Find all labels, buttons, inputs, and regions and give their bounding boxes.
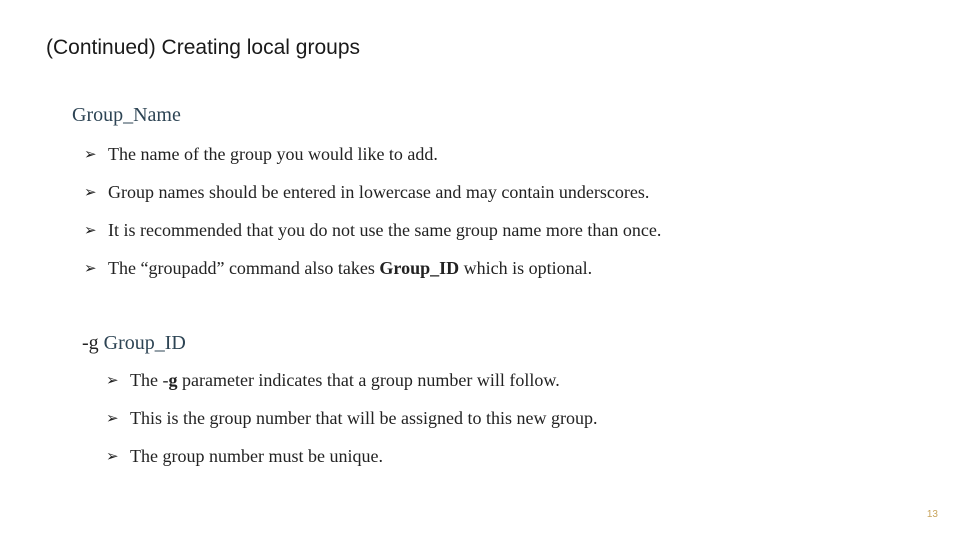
bullet-text-suffix: parameter indicates that a group number will follow. (177, 370, 560, 390)
bullet-text-bold: Group_ID (379, 258, 460, 278)
list-item (106, 370, 597, 408)
bullet-text (108, 258, 592, 279)
list-item (106, 408, 597, 446)
bullet-text-suffix: which is optional. (459, 258, 593, 278)
bullet-text: This is the group number that will be assigned to this new group. (130, 408, 598, 428)
list-item (84, 144, 661, 182)
page-number: 13 (926, 509, 938, 520)
group-id-bullet-list (106, 370, 597, 484)
arrow-bullet-icon: ➢ (84, 221, 97, 239)
arrow-bullet-icon: ➢ (106, 447, 119, 465)
arrow-bullet-icon: ➢ (84, 183, 97, 201)
bullet-text: The name of the group you would like to add. (108, 144, 438, 164)
heading-param: Group_ID (103, 332, 186, 354)
list-item (84, 258, 661, 296)
list-item (106, 446, 597, 484)
list-item (84, 182, 661, 220)
group-name-bullet-list (84, 144, 661, 296)
heading-flag: -g (82, 332, 99, 354)
arrow-bullet-icon: ➢ (106, 371, 119, 389)
bullet-text: The group number must be unique. (130, 446, 383, 466)
arrow-bullet-icon: ➢ (106, 409, 119, 427)
section-heading-group-name: Group_Name (72, 104, 181, 126)
bullet-text (130, 370, 560, 391)
arrow-bullet-icon: ➢ (84, 259, 97, 277)
bullet-text: Group names should be entered in lowercase and may contain underscores. (108, 182, 650, 202)
arrow-bullet-icon: ➢ (84, 145, 97, 163)
slide-title: (Continued) Creating local groups (46, 36, 361, 59)
bullet-text-prefix: The “groupadd” command also takes (108, 258, 380, 278)
bullet-text-bold: g (168, 370, 178, 390)
list-item (84, 220, 661, 258)
section-heading-group-id (82, 332, 186, 355)
bullet-text: It is recommended that you do not use the same group name more than once. (108, 220, 662, 240)
bullet-text-prefix: The - (130, 370, 169, 390)
